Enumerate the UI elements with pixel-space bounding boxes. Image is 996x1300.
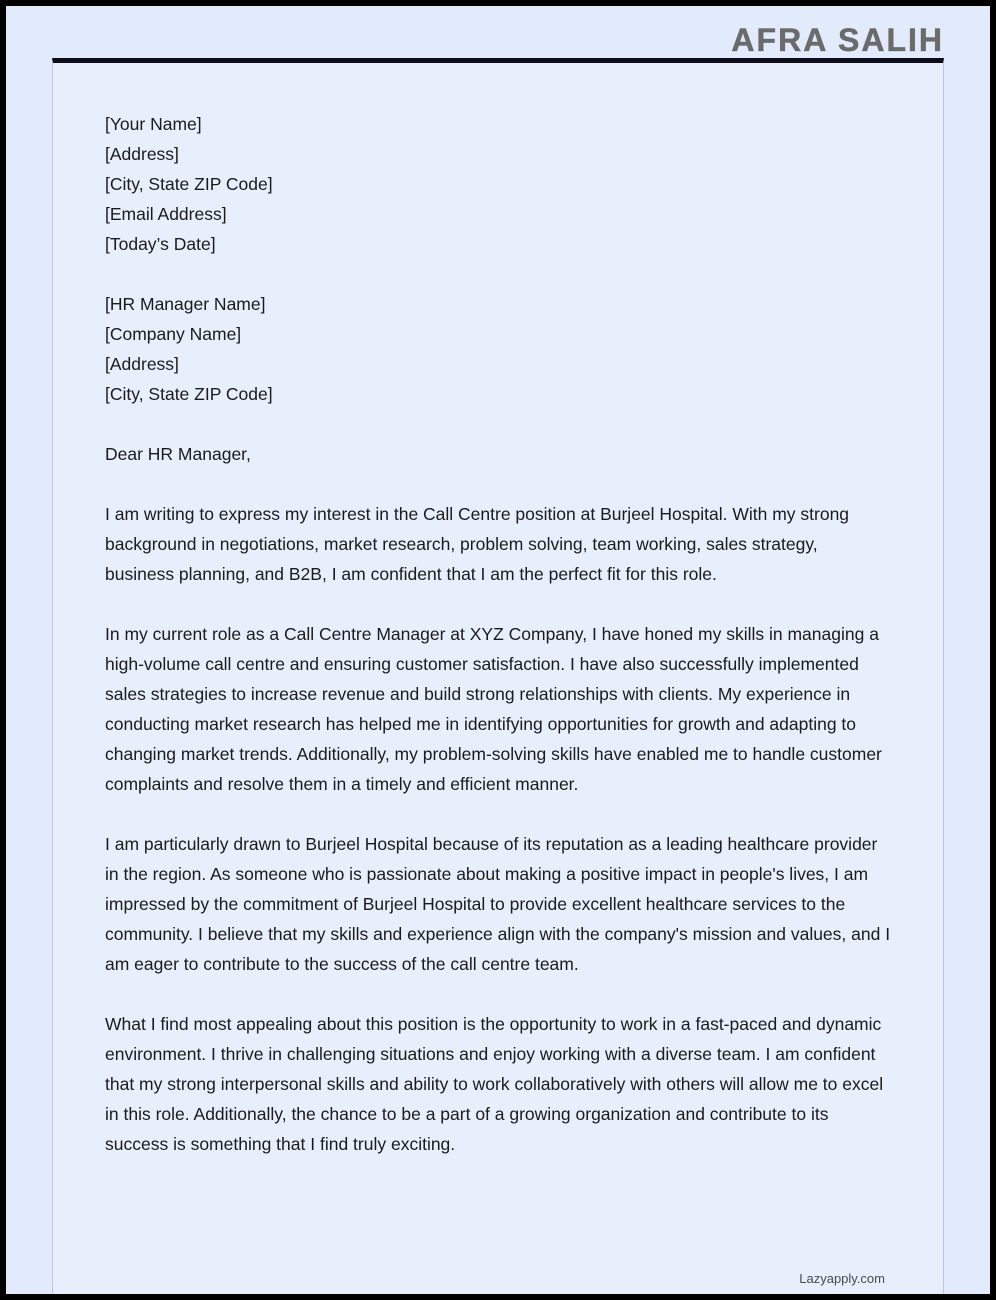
cover-letter-body [52, 58, 944, 1294]
salutation-line: Dear HR Manager, [105, 444, 251, 464]
letter-paragraph: In my current role as a Call Centre Manager at XYZ Company, I have honed my skills in managing a high-volume call centre and ensuring customer satisfaction. I have also successfully implemented sales strategies to increase revenue and build strong relationships with clients. My experience in conducting market research has helped me in identifying opportunities for growth and adapting to changing market trends. Additionally, my problem-solving skills have enabled me to handle customer complaints and resolve them in a timely and efficient manner. [105, 624, 882, 794]
document-header [6, 6, 990, 58]
sender-line: [Email Address] [105, 204, 227, 224]
recipient-line: [Address] [105, 354, 179, 374]
letter-paragraph: I am particularly drawn to Burjeel Hospital because of its reputation as a leading healthcare provider in the region. As someone who is passionate about making a positive impact in people's lives, I am impressed by the commitment of Burjeel Hospital to provide excellent healthcare services to the community. I believe that my skills and experience align with the company's mission and values, and I am eager to contribute to the success of the call centre team. [105, 834, 891, 974]
applicant-name: AFRA SALIH [731, 22, 944, 58]
recipient-line: [Company Name] [105, 324, 242, 344]
sender-line: [City, State ZIP Code] [105, 174, 273, 194]
letter-paragraph: I am writing to express my interest in the Call Centre position at Burjeel Hospital. With my strong background in negotiations, market research, problem solving, team working, sales strategy, business planning, and B2B, I am confident that I am the perfect fit for this role. [105, 504, 850, 584]
salutation [105, 439, 891, 469]
sender-address-block [105, 109, 891, 259]
sender-line: [Today’s Date] [105, 234, 216, 254]
sender-line: [Your Name] [105, 114, 202, 134]
letter-paragraph: What I find most appealing about this position is the opportunity to work in a fast-paced and dynamic environment. I thrive in challenging situations and enjoy working with a diverse team. I am confident that my strong interpersonal skills and ability to work collaboratively with others will allow me to excel in this role. Additionally, the chance to be a part of a growing organization and contribute to its success is something that I find truly exciting. [105, 1014, 884, 1154]
recipient-line: [HR Manager Name] [105, 294, 266, 314]
sender-line: [Address] [105, 144, 179, 164]
watermark: Lazyapply.com [799, 1271, 885, 1286]
recipient-line: [City, State ZIP Code] [105, 384, 273, 404]
recipient-address-block [105, 289, 891, 409]
